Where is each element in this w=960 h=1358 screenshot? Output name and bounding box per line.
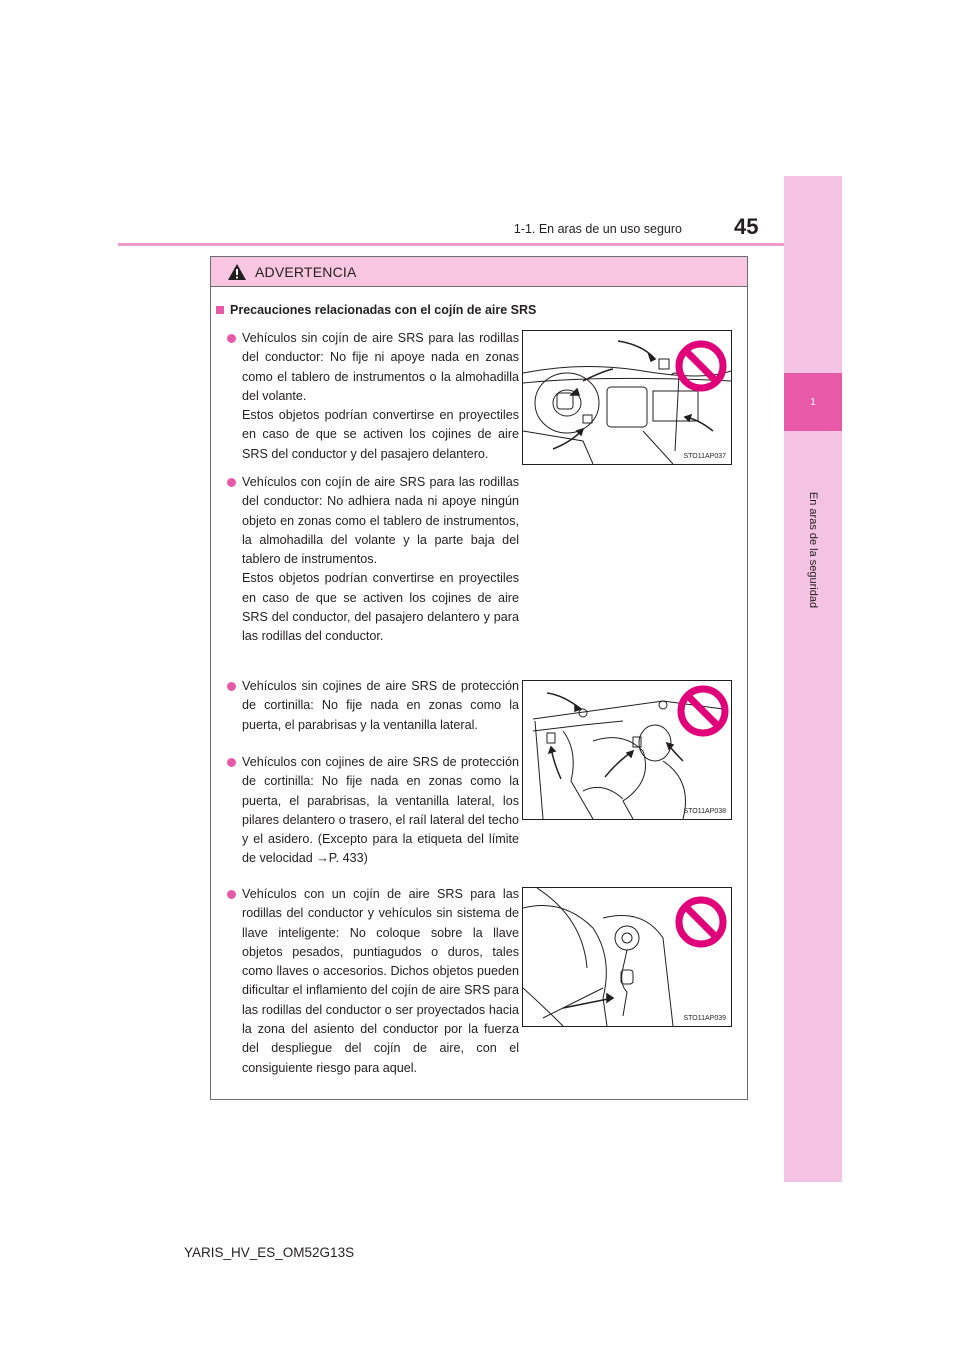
interior-illustration	[523, 681, 731, 819]
figure-code: STO11AP039	[683, 1015, 726, 1022]
warning-header	[211, 257, 747, 287]
list-item	[227, 677, 519, 735]
list-item	[227, 753, 519, 869]
bullet-dot-icon	[227, 478, 236, 487]
figure-dashboard	[522, 330, 732, 465]
document-code: YARIS_HV_ES_OM52G13S	[184, 1245, 355, 1260]
bullet-dot-icon	[227, 758, 236, 767]
figure-key	[522, 887, 732, 1027]
page-number: 45	[734, 214, 759, 239]
section-heading	[216, 303, 536, 317]
list-item	[227, 885, 519, 1078]
list-item	[227, 473, 519, 647]
dashboard-illustration	[523, 331, 731, 464]
prohibition-icon	[679, 900, 723, 944]
square-bullet-icon	[216, 306, 224, 314]
header-rule	[118, 243, 784, 246]
key-illustration	[523, 888, 731, 1026]
bullet-dot-icon	[227, 682, 236, 691]
bullet-text: Vehículos con cojines de aire SRS de protección de cortinilla: No fije nada en zonas como la puerta, el parabrisas, la ventanilla lateral, los pilares delantero o trasero, el raíl lateral del techo y el asidero. (Excepto para la etiqueta del límite de velocidad →P. 433)	[242, 755, 519, 866]
prohibition-icon	[681, 689, 725, 733]
bullet-text: Vehículos con un cojín de aire SRS para las rodillas del conductor y vehículos sin sistema de llave inteligente: No coloque sobre la llave objetos pesados, puntiagudos o duros, tales como llaves o accesorios. Dichos objetos pueden dificultar el inflamiento del cojín de aire SRS para las rodillas del conductor o ser proyectados hacia la zona del asiento del conductor por la fuerza del despliegue del cojín de aire, con el consiguiente riesgo para aquel.	[242, 887, 519, 1075]
chapter-number: 1	[784, 373, 842, 431]
bullet-dot-icon	[227, 334, 236, 343]
prohibition-icon	[679, 344, 723, 388]
chapter-title: En aras de la seguridad	[807, 491, 819, 609]
list-item	[227, 329, 519, 464]
figure-code: STO11AP038	[683, 808, 726, 815]
figure-interior	[522, 680, 732, 820]
bullet-dot-icon	[227, 890, 236, 899]
running-header: 1-1. En aras de un uso seguro	[513, 222, 682, 236]
bullet-text: Vehículos con cojín de aire SRS para las rodillas del conductor: No adhiera nada ni apoye ningún objeto en zonas como el tablero de instrumentos, la almohadilla del volante y la parte baja del tablero de instrumentos. Estos objetos podrían convertirse en proyectiles en caso de que se activen los cojines de aire SRS del conductor, del pasajero delantero y para las rodillas del conductor.	[242, 475, 519, 644]
figure-code: STO11AP037	[683, 453, 726, 460]
bullet-text: Vehículos sin cojín de aire SRS para las rodillas del conductor: No fije ni apoye nada en zonas como el tablero de instrumentos o la almohadilla del volante. Estos objetos podrían convertirse en proyectiles en caso de que se activen los cojines de aire SRS del conductor y del pasajero delantero.	[242, 331, 519, 461]
chapter-side-tab	[784, 176, 842, 1182]
section-heading-text: Precauciones relacionadas con el cojín de aire SRS	[230, 303, 537, 317]
warning-title: ADVERTENCIA	[255, 263, 357, 280]
warning-triangle-icon	[227, 263, 247, 281]
chapter-title-container	[784, 435, 842, 665]
bullet-text: Vehículos sin cojines de aire SRS de protección de cortinilla: No fije nada en zonas como la puerta, el parabrisas y la ventanilla lateral.	[242, 679, 519, 732]
